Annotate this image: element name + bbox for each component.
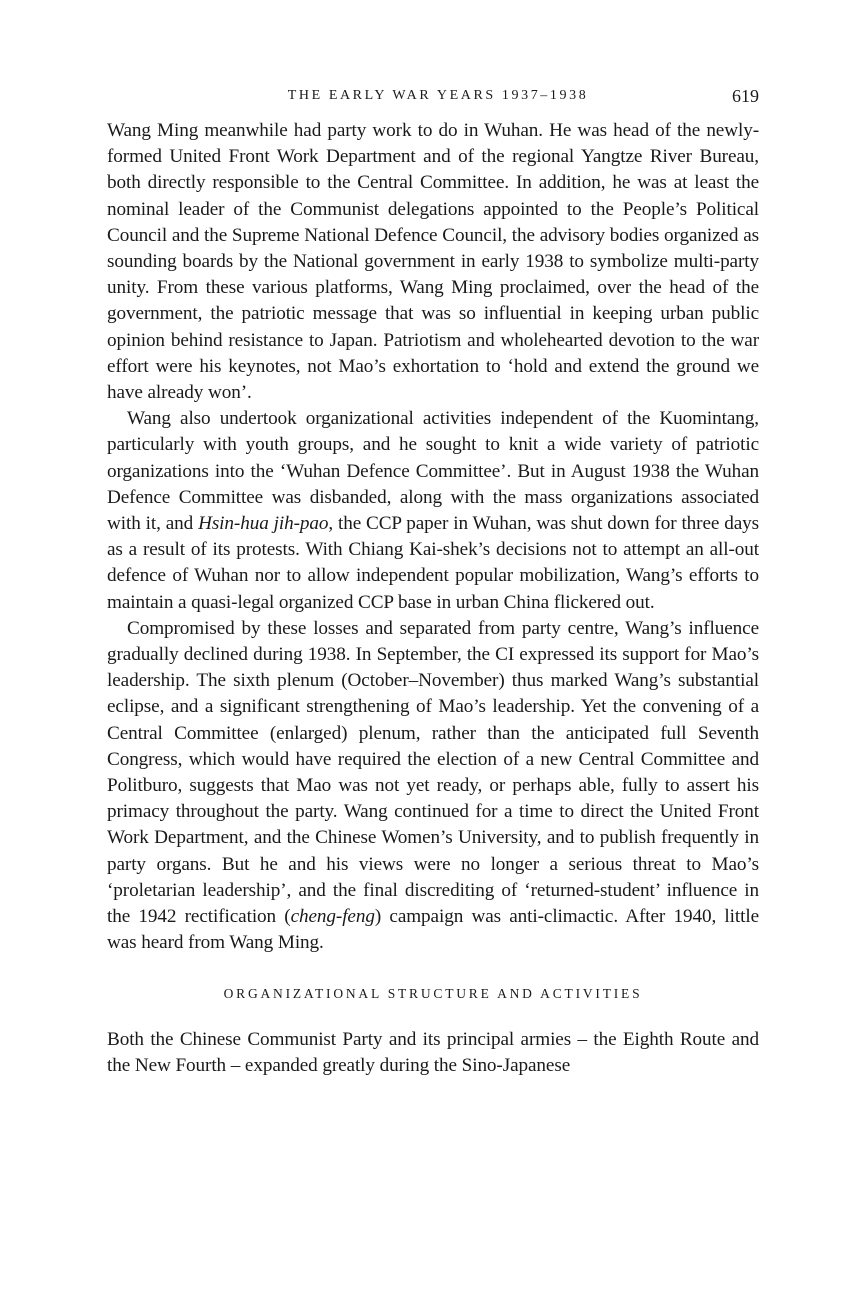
page-number: 619: [732, 86, 759, 106]
paragraph-3: [107, 616, 759, 957]
paragraph-2-text-a: Wang also undertook organizational activities independent of the Kuomintang, particularly with youth groups, and he sought to knit a wide variety of patriotic organizations into the ‘Wuhan Defence Committee’. But in August 1938 the Wuhan Defence Committee was disbanded, along with the mass organizations associated with it, and: [107, 408, 759, 535]
paragraph-2-text-b: , the CCP paper in Wuhan, was shut down for three days as a result of its protests. With Chiang Kai-shek’s decisions not to attempt an all-out defence of Wuhan nor to allow independent popular mobilization, Wang’s efforts to maintain a quasi-legal organized CCP base in urban China flickered out.: [107, 513, 760, 613]
paragraph-3-text-b: ) campaign was anti-climactic. After 1940, little was heard from Wang Ming.: [107, 906, 759, 954]
paragraph-2: [107, 406, 759, 616]
section-paragraph-1: Both the Chinese Communist Party and its principal armies – the Eighth Route and the New Fourth – expanded greatly during the Sino-Japanese: [107, 1028, 759, 1076]
section-heading: ORGANIZATIONAL STRUCTURE AND ACTIVITIES: [223, 985, 643, 1001]
paragraph-1: Wang Ming meanwhile had party work to do in Wuhan. He was head of the newly-formed United Front Work Department and of the regional Yangtze River Bureau, both directly responsible to the Central Committee. In addition, he was at least the nominal leader of the Communist delegations appointed to the People’s Political Council and the Supreme National Defence Council, the advisory bodies organized as sounding boards by the National government in early 1938 to symbolize multi-party unity. From these various platforms, Wang Ming proclaimed, over the head of the government, the patriotic message that was so influential in keeping urban public opinion behind resistance to Japan. Patriotism and wholehearted devotion to the war effort were his keynotes, not Mao’s exhortation to ‘hold and extend the ground we have already won’.: [107, 120, 759, 404]
running-title: THE EARLY WAR YEARS 1937–1938: [287, 88, 589, 103]
body-text: [107, 118, 759, 1079]
newspaper-title: Hsin-hua jih-pao: [198, 513, 329, 535]
running-head: [107, 88, 759, 118]
paragraph-3-text-a: Compromised by these losses and separated from party centre, Wang’s influence gradually declined during 1938. In September, the CI expressed its support for Mao’s leadership. The sixth plenum (October–November) thus marked Wang’s substantial eclipse, and a significant strengthening of Mao’s leadership. Yet the convening of a Central Committee (enlarged) plenum, rather than the anticipated full Seventh Congress, which would have required the election of a new Central Committee and Politburo, suggests that Mao was not yet ready, or perhaps able, fully to assert his primacy throughout the party. Wang continued for a time to direct the United Front Work Department, and the Chinese Women’s University, and to publish frequently in party organs. But he and his views were no longer a serious threat to Mao’s ‘proletarian leadership’, and the final discrediting of ‘returned-student’ influence in the 1942 rectification (: [107, 617, 759, 928]
book-page: [107, 88, 759, 1079]
campaign-term: cheng-feng: [290, 906, 375, 928]
